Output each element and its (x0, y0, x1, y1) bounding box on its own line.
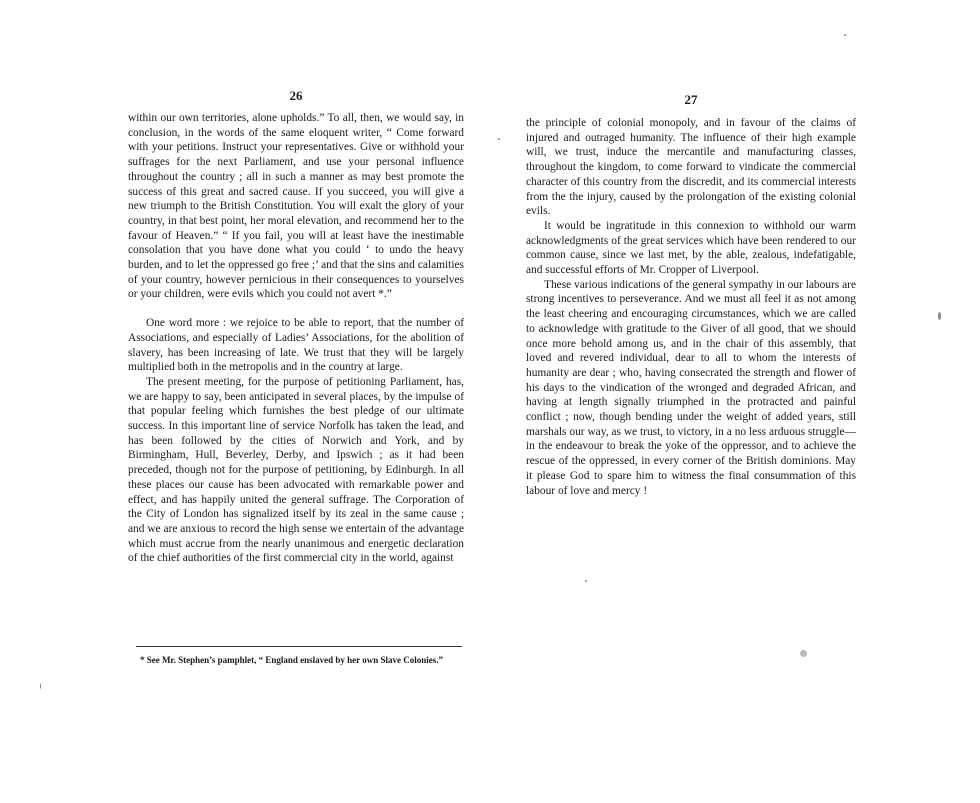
paragraph: the principle of colonial monopoly, and in favour of the claims of injured and outraged humanity. The influence of their high example will, we trust, induce the mercantile and manufacturing classes, throughout the kingdom, to come forward to vindicate the commercial character of this country from the discredit, and its commercial interests from the the injury, caused by the prolongation of the existing colonial evils. (526, 117, 856, 218)
page-number: 26 (289, 88, 303, 103)
paragraph: One word more : we rejoice to be able to report, that the number of Associations, and especially of Ladies’ Associations, for the abolition of slavery, has been increasing of late. We trust that they will be largely multiplied both in the metropolis and in the country at large. (128, 317, 464, 374)
page-body (128, 111, 464, 566)
page-body (526, 116, 856, 498)
footnote-rule (136, 646, 462, 647)
paragraph: The present meeting, for the purpose of petitioning Parliament, has, we are happy to say, been anticipated in several places, by the impulse of that popular feeling which furnishes the best pledge of our ultimate success. In this important line of service Norfolk has taken the lead, and has been followed by the cities of Norwich and York, and by Birmingham, Hull, Beverley, Derby, and Ipswich ; as it had been preceded, though not for the purpose of petitioning, by Edinburgh. In all these places our cause has been advocated with remarkable power and effect, and has happily united the general suffrage. The Corporation of the City of London has signalized itself by its zeal in the same cause ; and we are anxious to record the high sense we entertain of the advantage which must accrue from the nearly unanimous and energetic declaration of the chief authorities of the first commercial city in the world, against (128, 375, 464, 565)
paper-speck (585, 580, 587, 582)
paper-speck (938, 312, 941, 320)
paper-speck (844, 34, 846, 36)
paper-speck (40, 683, 41, 689)
page-number: 27 (684, 92, 698, 107)
paragraph: within our own territories, alone upholds.” To all, then, we would say, in conclusion, in the words of the same eloquent writer, “ Come forward with your petitions. Instruct your representatives. Give or withhold your suffrages for the next Parliament, and use your personal influence throughout the country ; all in such a manner as may best promote the success of this great and sacred cause. If you succeed, you will give a new triumph to the British Constitution. You will exalt the glory of your country, in that best point, her moral elevation, and recommend her to the favour of Heaven.” “ If you fail, you will at least have the inestimable consolation that you have done what you could ‘ to undo the heavy burden, and to let the oppressed go free ;’ and that the sins and calamities of your country, however pernicious in their consequences to yourselves or your children, were evils which you could not avert *.” (128, 112, 464, 301)
paper-speck (498, 138, 500, 140)
paper-speck (800, 650, 807, 657)
footnote: * See Mr. Stephen’s pamphlet, “ England enslaved by her own Slave Colonies.” (140, 655, 443, 665)
paragraph: These various indications of the general sympathy in our labours are strong incentives to perseverance. And we must all feel it as not among the least cheering and encouraging circumstances, which we are called to acknowledge with gratitude to the Giver of all good, that we should once more behold among us, and in the chair of this assembly, that loved and revered individual, dear to all to whom the interests of humanity are dear ; who, having consecrated the strength and flower of his days to the vindication of the wronged and degraded African, and having at length signally triumphed in the protracted and painful conflict ; now, though bending under the weight of added years, still marshals our way, as we trust, to victory, in a no less arduous struggle—in the endeavour to break the yoke of the oppressor, and to achieve the rescue of the oppressed, in every corner of the British dominions. May it please God to spare him to witness the final consummation of this labour of love and mercy ! (526, 278, 856, 497)
paragraph: It would be ingratitude in this connexion to withhold our warm acknowledgments of the great services which have been rendered to our common cause, since we last met, by the able, zealous, indefatigable, and successful efforts of Mr. Cropper of Liverpool. (526, 219, 856, 277)
